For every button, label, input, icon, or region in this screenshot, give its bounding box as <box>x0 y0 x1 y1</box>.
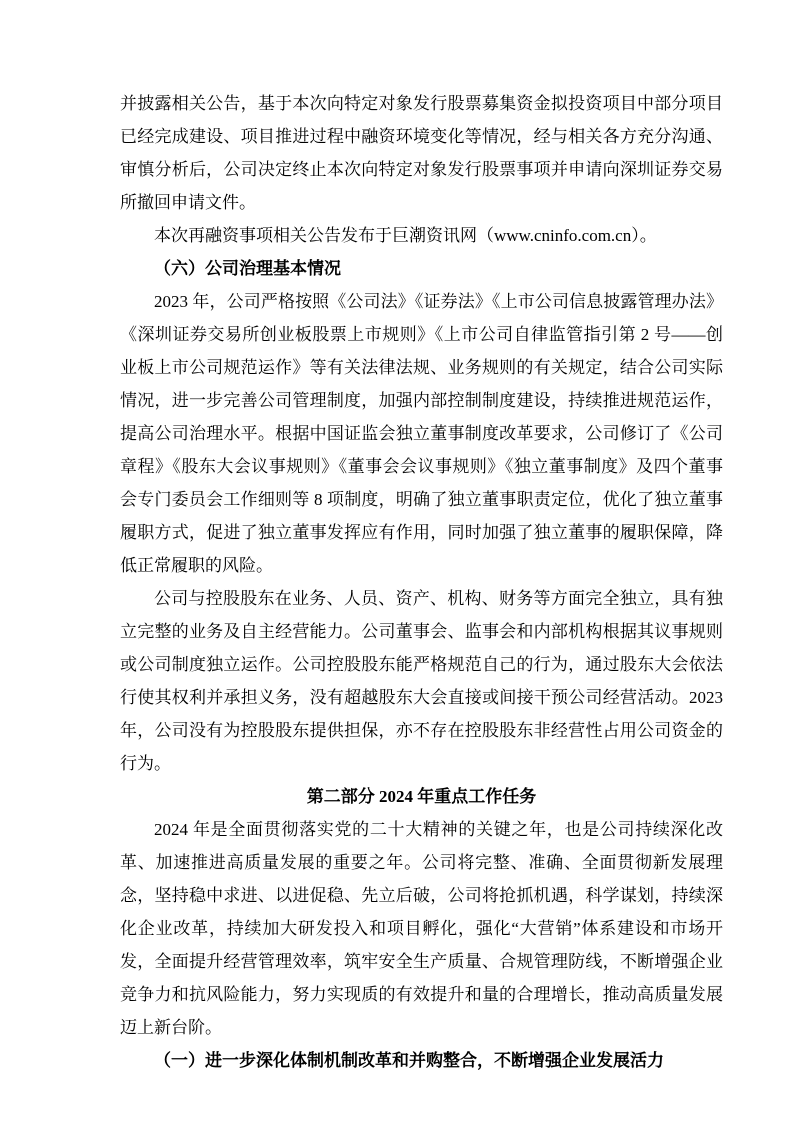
paragraph-refinancing-announcement: 本次再融资事项相关公告发布于巨潮资讯网（www.cninfo.com.cn）。 <box>154 226 657 245</box>
document-content <box>120 87 723 1077</box>
paragraph-termination-continuation: 并披露相关公告，基于本次向特定对象发行股票募集资金拟投资项目中部分项目已经完成建设、项目推进过程中融资环境变化等情况，经与相关各方充分沟通、审慎分析后，公司决定终止本次向特定对象发行股票事项并申请向深圳证券交易所撤回申请文件。 <box>120 94 723 212</box>
paragraph-controlling-shareholder-independence: 公司与控股股东在业务、人员、资产、机构、财务等方面完全独立，具有独立完整的业务及自主经营能力。公司董事会、监事会和内部机构根据其议事规则或公司制度独立运作。公司控股股东能严格规范自己的行为，通过股东大会依法行使其权利并承担义务，没有超越股东大会直接或间接干预公司经营活动。2023 年，公司没有为控股股东提供担保，亦不存在控股股东非经营性占用公司资金的行为。 <box>120 589 723 773</box>
paragraph-2024-outlook: 2024 年是全面贯彻落实党的二十大精神的关键之年，也是公司持续深化改革、加速推进高质量发展的重要之年。公司将完整、准确、全面贯彻新发展理念，坚持稳中求进、以进促稳、先立后破，公司将抢抓机遇，科学谋划，持续深化企业改革，持续加大研发投入和项目孵化，强化“大营销”体系建设和市场开发，全面提升经营管理效率，筑牢安全生产质量、合规管理防线，不断增强企业竞争力和抗风险能力，努力实现质的有效提升和量的合理增长，推动高质量发展迈上新台阶。 <box>120 820 723 1037</box>
heading-subsection-1-reform-integration: （一）进一步深化体制机制改革和并购整合，不断增强企业发展活力 <box>154 1051 664 1070</box>
heading-part2-2024-key-tasks: 第二部分 2024 年重点工作任务 <box>306 787 537 806</box>
heading-section-6-corporate-governance: （六）公司治理基本情况 <box>154 259 341 278</box>
paragraph-governance-2023: 2023 年，公司严格按照《公司法》《证券法》《上市公司信息披露管理办法》《深圳证券交易所创业板股票上市规则》《上市公司自律监管指引第 2 号——创业板上市公司规范运作》等有关法律法规、业务规则的有关规定，结合公司实际情况，进一步完善公司管理制度，加强内部控制制度建设，持续推进规范运作，提高公司治理水平。根据中国证监会独立董事制度改革要求，公司修订了《公司章程》《股东大会议事规则》《董事会会议事规则》《独立董事制度》及四个董事会专门委员会工作细则等 8 项制度，明确了独立董事职责定位，优化了独立董事履职方式，促进了独立董事发挥应有作用，同时加强了独立董事的履职保障，降低正常履职的风险。 <box>120 292 723 575</box>
